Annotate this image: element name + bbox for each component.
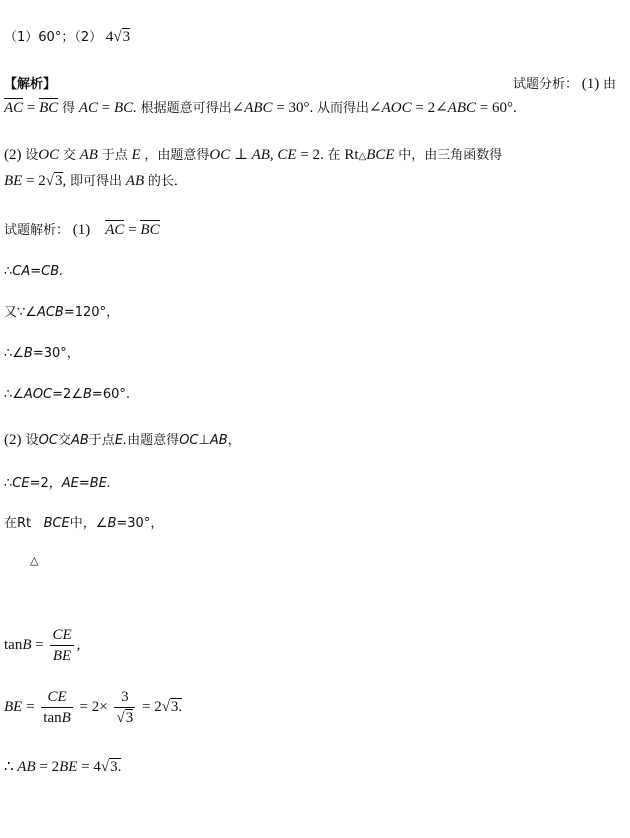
point-e: E bbox=[131, 147, 141, 163]
number: 2 bbox=[38, 173, 46, 189]
tan-label: tan bbox=[4, 636, 23, 653]
answer-part2-coef: 4 bbox=[105, 29, 114, 45]
solution-step-9 bbox=[4, 687, 182, 728]
rt-label: Rt bbox=[17, 516, 32, 531]
seg-ca: CA bbox=[12, 264, 31, 279]
sqrt-symbol: √ bbox=[45, 173, 55, 189]
seg-be: BE bbox=[4, 173, 23, 189]
fraction bbox=[114, 687, 135, 728]
seg-oc: OC bbox=[179, 433, 199, 448]
text: 由题意得 bbox=[127, 433, 180, 448]
seg-ac: AC bbox=[78, 100, 98, 116]
text: 设 bbox=[25, 433, 39, 448]
text: 又 bbox=[4, 305, 18, 320]
answer-line bbox=[4, 27, 130, 48]
deg-value: 60°. bbox=[102, 387, 130, 402]
equals: = bbox=[26, 100, 36, 116]
triangle-bce: BCE bbox=[366, 147, 395, 163]
text: 交 bbox=[57, 433, 71, 448]
angle-b: ∠B bbox=[71, 387, 92, 402]
equals: = bbox=[29, 476, 41, 491]
part2-label: (2) bbox=[4, 147, 22, 163]
sqrt-symbol: √ bbox=[113, 29, 122, 45]
analysis-part1: (1) bbox=[581, 76, 600, 92]
angle-b: ∠B bbox=[95, 516, 117, 531]
deg-value: 60°. bbox=[491, 100, 517, 116]
equals: = bbox=[78, 476, 90, 491]
analysis-header bbox=[4, 74, 56, 95]
solution-step-10 bbox=[4, 757, 121, 777]
text: 设 bbox=[25, 148, 39, 163]
text-derive: 根据题意可得出 bbox=[140, 101, 232, 116]
seg-ab: AB bbox=[209, 433, 228, 448]
seg-bc: BC. bbox=[113, 100, 137, 116]
solution-step-1 bbox=[4, 262, 63, 282]
seg-oc: OC bbox=[38, 147, 60, 163]
times-symbol: × bbox=[99, 698, 108, 715]
equals: = bbox=[128, 222, 137, 238]
equals: = bbox=[79, 698, 89, 715]
point-e: E. bbox=[114, 433, 128, 448]
analysis-you: 由 bbox=[602, 77, 616, 92]
equals: = bbox=[300, 147, 309, 163]
text: ，由题意得 bbox=[144, 148, 210, 163]
equals: = bbox=[32, 346, 44, 361]
therefore-symbol: ∴ bbox=[4, 759, 14, 775]
number: 2 bbox=[91, 698, 100, 715]
radicand: 3 bbox=[125, 710, 134, 726]
text: 的长． bbox=[147, 174, 187, 189]
text: 即可得出 bbox=[70, 174, 123, 189]
equals: = bbox=[415, 100, 424, 116]
equals: = bbox=[26, 173, 35, 189]
equals: = bbox=[26, 698, 35, 715]
vector-bc: BC bbox=[39, 100, 59, 116]
vector-bc: BC bbox=[140, 222, 160, 238]
solution-step-8 bbox=[4, 625, 80, 666]
equals: = bbox=[30, 264, 42, 279]
seg-ab: AB bbox=[17, 759, 36, 775]
analysis-line-3 bbox=[4, 171, 187, 192]
therefore-symbol: ∴ bbox=[4, 346, 13, 361]
solution-step-6 bbox=[4, 474, 111, 494]
perp-symbol: ⊥ bbox=[198, 433, 210, 448]
analysis-line-1 bbox=[4, 98, 517, 119]
radicand: 3. bbox=[110, 759, 122, 775]
seg-oc: OC bbox=[38, 433, 58, 448]
seg-ab: AB bbox=[79, 147, 98, 163]
solution-header bbox=[4, 220, 160, 241]
sqrt-symbol: √ bbox=[116, 710, 125, 726]
because-symbol: ∵ bbox=[17, 305, 26, 320]
analysis-title: 【解析】 bbox=[4, 77, 57, 92]
tan-label: tan bbox=[43, 710, 62, 726]
equals: = bbox=[101, 100, 111, 116]
number: 2 bbox=[63, 387, 72, 402]
equals: = bbox=[35, 636, 44, 653]
angle-b: ∠B bbox=[12, 346, 33, 361]
triangle-bce: BCE bbox=[43, 516, 70, 531]
part1-label: (1) bbox=[72, 222, 91, 238]
deg-value: 30°. bbox=[288, 100, 314, 116]
seg-ce: CE bbox=[12, 476, 30, 491]
equals: = bbox=[141, 698, 151, 715]
number: 2. bbox=[312, 147, 324, 163]
equals: = bbox=[39, 759, 48, 775]
vector-ac: AC bbox=[4, 100, 24, 116]
answer-part1-label: （1） bbox=[4, 30, 39, 45]
angle-aoc: ∠AOC bbox=[369, 100, 412, 116]
numerator: CE bbox=[41, 687, 73, 708]
angle-acb: ∠ACB bbox=[25, 305, 64, 320]
fraction bbox=[41, 687, 73, 728]
fraction bbox=[50, 625, 73, 666]
equals: = bbox=[91, 387, 103, 402]
deg-value: 30°， bbox=[43, 346, 80, 361]
angle-abc: ∠ABC bbox=[435, 100, 476, 116]
comma: , bbox=[62, 173, 67, 189]
numerator: CE bbox=[50, 625, 73, 646]
seg-ae: AE bbox=[61, 476, 79, 491]
equals: = bbox=[276, 100, 285, 116]
comma: ， bbox=[227, 433, 241, 448]
equals: = bbox=[81, 759, 90, 775]
part2-label: (2) bbox=[4, 432, 22, 448]
triangle-icon: △ bbox=[30, 554, 39, 567]
text: 交 bbox=[62, 148, 76, 163]
solution-label: 试题解析： bbox=[4, 223, 70, 238]
solution-step-7 bbox=[4, 514, 163, 534]
angle-b: B bbox=[22, 636, 32, 653]
angle-b: B bbox=[61, 710, 71, 726]
seg-ab: AB bbox=[70, 433, 89, 448]
condition: OC ⊥ AB, CE bbox=[209, 147, 297, 163]
angle-aoc: ∠AOC bbox=[12, 387, 53, 402]
text-thus: 从而得出 bbox=[317, 101, 370, 116]
answer-part1-value: 60° bbox=[38, 30, 62, 45]
seg-be: BE bbox=[59, 759, 78, 775]
text: 中，由三角函数得 bbox=[398, 148, 503, 163]
denominator: BE bbox=[52, 648, 72, 664]
text: 中， bbox=[69, 516, 96, 531]
radicand: 3 bbox=[55, 173, 63, 189]
answer-part2-label: （2） bbox=[74, 30, 103, 45]
equals: = bbox=[52, 387, 64, 402]
equals: = bbox=[479, 100, 489, 116]
analysis-label: 试题分析： bbox=[512, 77, 578, 92]
answer-part2-radicand: 3 bbox=[122, 29, 131, 45]
number: 4 bbox=[93, 759, 101, 775]
deg-value: 120°， bbox=[74, 305, 120, 320]
number: 2 bbox=[427, 100, 436, 116]
solution-step-4 bbox=[4, 385, 130, 405]
equals: = bbox=[63, 305, 75, 320]
denominator bbox=[114, 708, 135, 728]
denominator bbox=[41, 708, 73, 728]
answer-separator: ； bbox=[61, 30, 75, 45]
seg-be: BE bbox=[4, 698, 23, 715]
triangle-icon: △ bbox=[358, 151, 367, 162]
sqrt-symbol: √ bbox=[161, 698, 170, 715]
number: 2 bbox=[154, 698, 162, 715]
therefore-symbol: ∴ bbox=[4, 476, 13, 491]
solution-step-5 bbox=[4, 430, 241, 451]
number: 2 bbox=[51, 759, 60, 775]
text: 在 bbox=[4, 516, 18, 531]
text: 于点 bbox=[101, 148, 128, 163]
text: 在 bbox=[327, 148, 341, 163]
seg-be: BE. bbox=[89, 476, 112, 491]
angle-abc: ∠ABC bbox=[231, 100, 273, 116]
therefore-symbol: ∴ bbox=[4, 387, 13, 402]
therefore-symbol: ∴ bbox=[4, 264, 13, 279]
deg-value: 30°， bbox=[127, 516, 164, 531]
solution-step-3 bbox=[4, 344, 80, 364]
seg-cb: CB. bbox=[41, 264, 64, 279]
text: 于点 bbox=[88, 433, 115, 448]
analysis-line-2 bbox=[4, 145, 502, 167]
sqrt-symbol: √ bbox=[100, 759, 110, 775]
numerator: 3 bbox=[114, 687, 135, 708]
number: 2， bbox=[40, 476, 62, 491]
seg-ab: AB bbox=[125, 173, 145, 189]
solution-step-2 bbox=[4, 303, 119, 323]
comma: , bbox=[76, 636, 81, 653]
radicand: 3. bbox=[170, 698, 183, 715]
analysis-label-row bbox=[513, 74, 616, 95]
text-de: 得 bbox=[62, 101, 76, 116]
rt-label: Rt bbox=[344, 147, 359, 163]
equals: = bbox=[116, 516, 128, 531]
vector-ac: AC bbox=[105, 222, 125, 238]
